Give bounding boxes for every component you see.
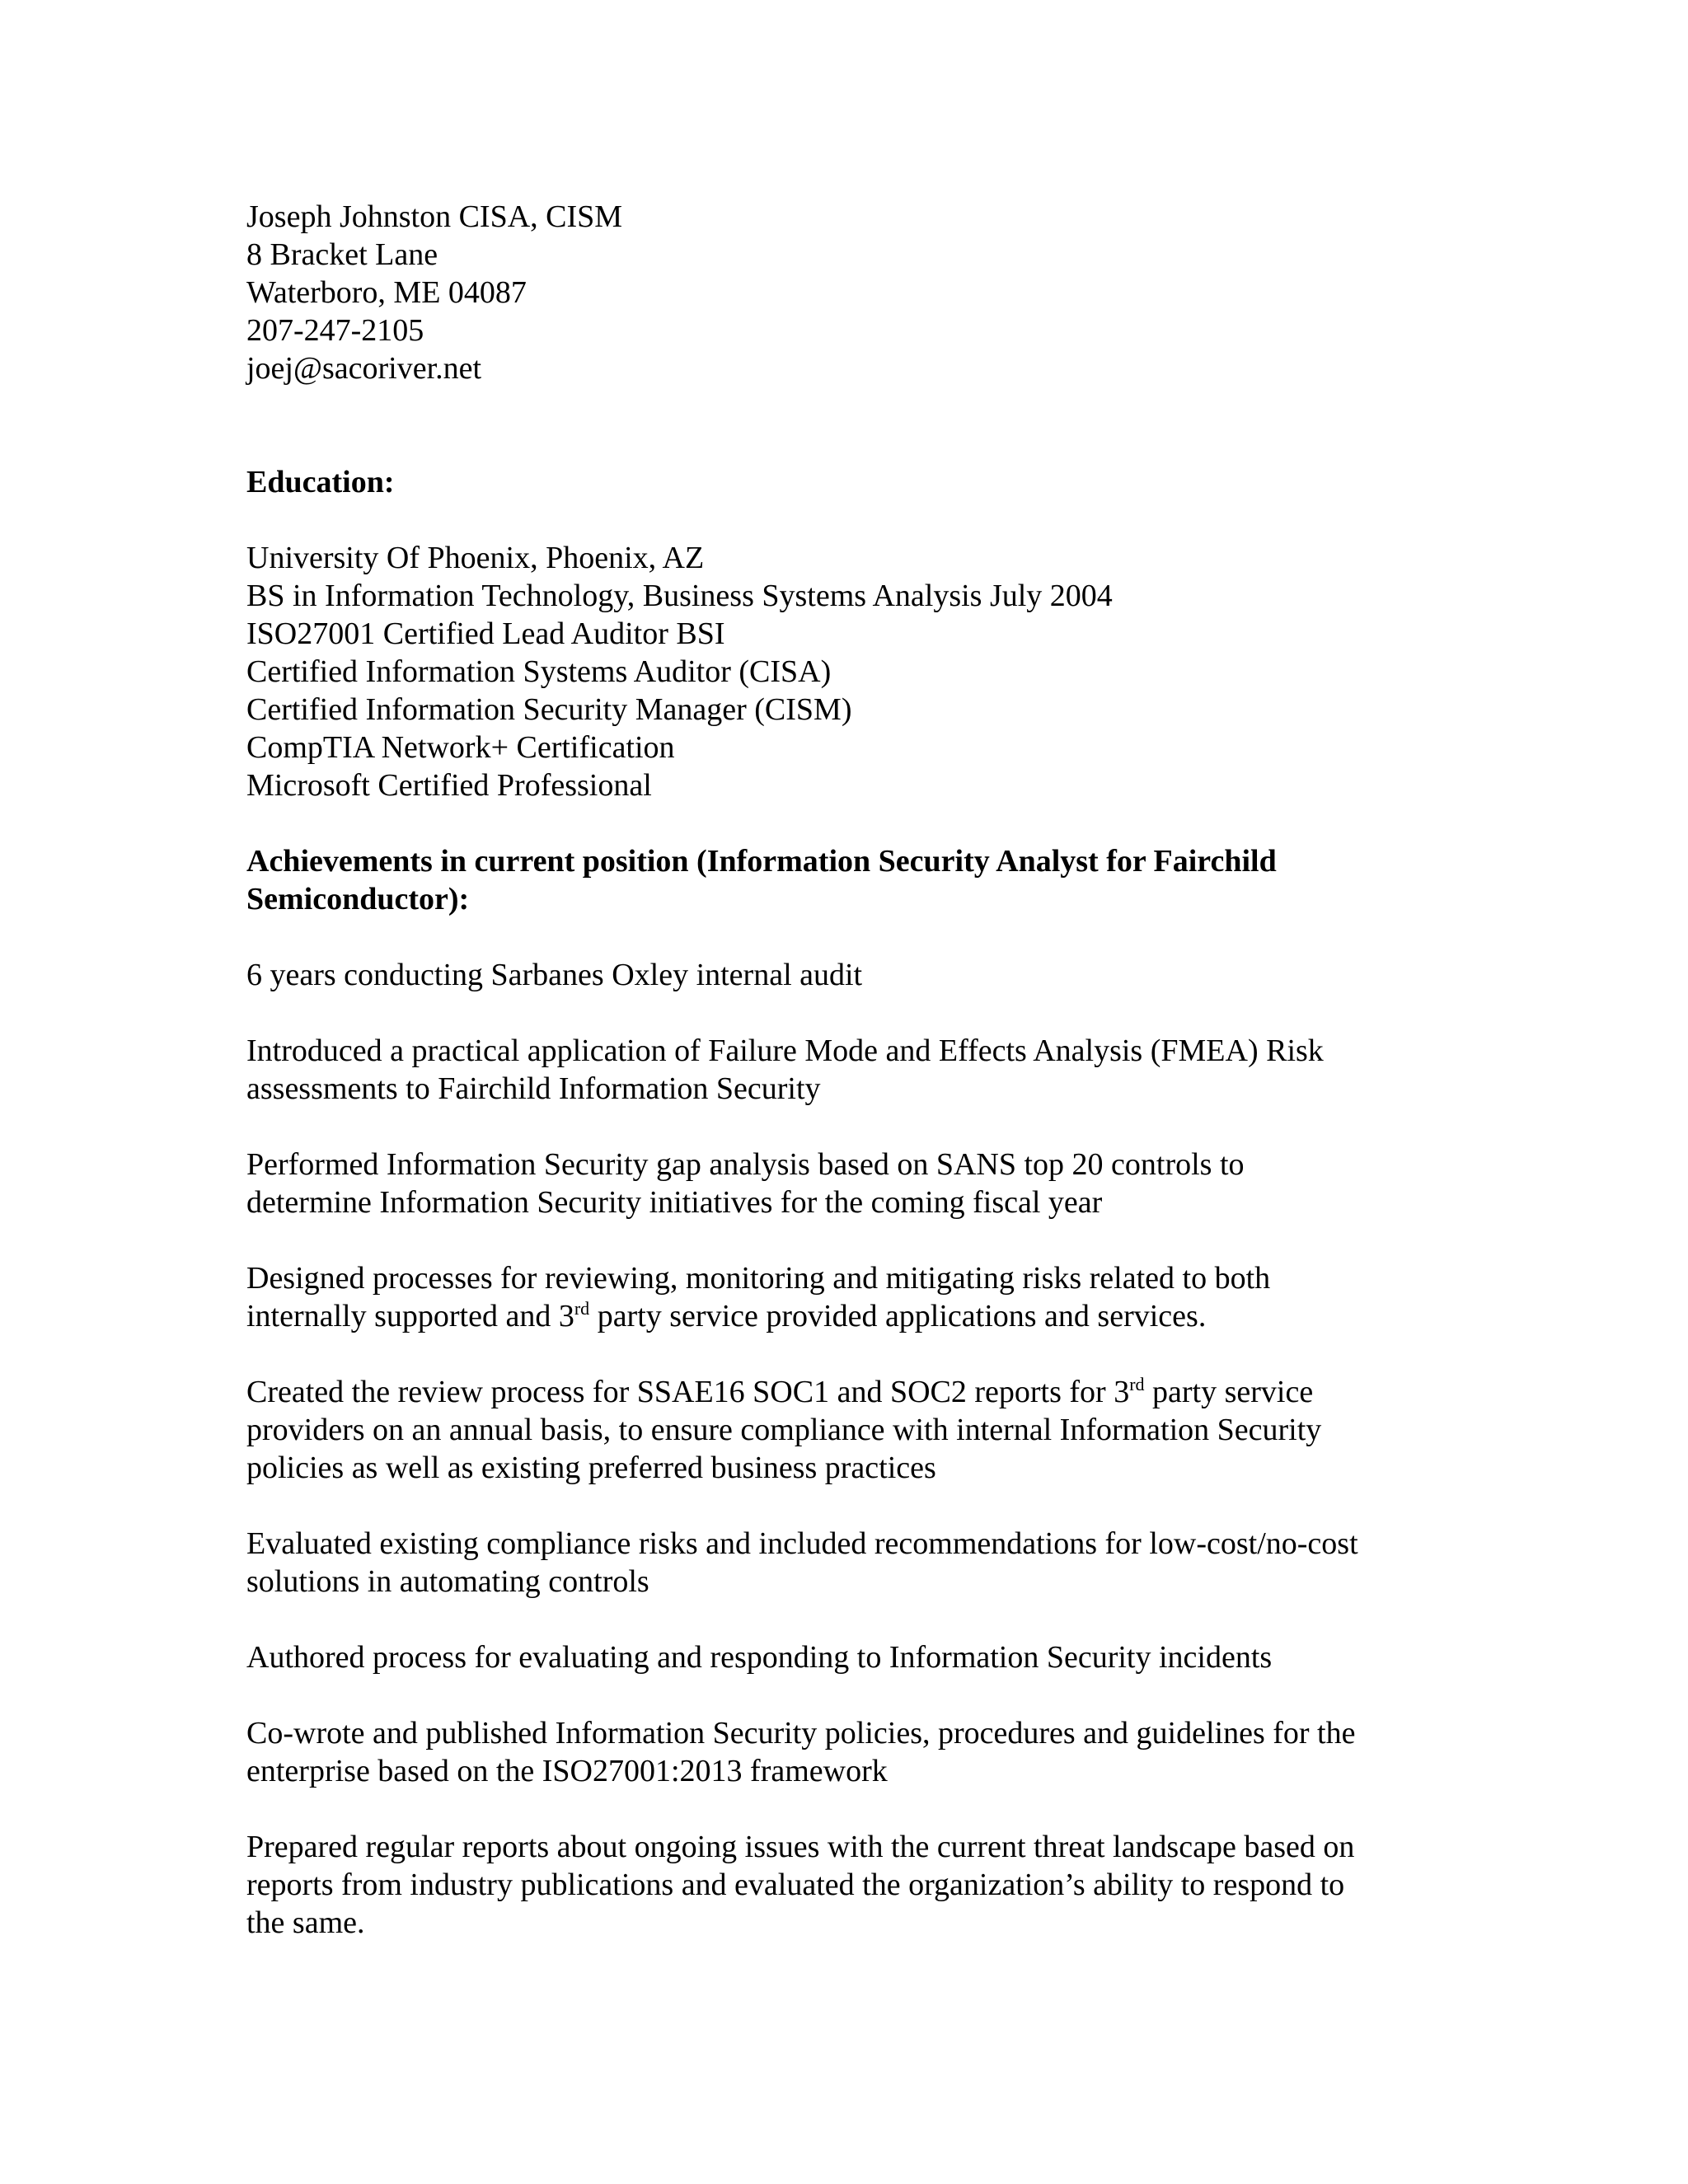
education-line: Microsoft Certified Professional	[246, 768, 652, 803]
achievement-line: policies as well as existing preferred business practices	[246, 1451, 936, 1485]
education-heading: Education:	[246, 465, 395, 499]
ordinal-superscript: rd	[574, 1298, 590, 1319]
contact-block	[246, 198, 1433, 387]
achievement-line: assessments to Fairchild Information Security	[246, 1071, 821, 1106]
contact-city-state-zip: Waterboro, ME 04087	[246, 275, 527, 310]
achievement-text: internally supported and 3	[246, 1299, 574, 1333]
education-line: BS in Information Technology, Business Systems Analysis July 2004	[246, 579, 1113, 613]
achievement-line: solutions in automating controls	[246, 1564, 649, 1599]
contact-email: joej@sacoriver.net	[246, 351, 482, 386]
achievement-line	[246, 1373, 1433, 1411]
achievement-text: party service provided applications and services.	[589, 1299, 1207, 1333]
achievement-item	[246, 956, 1433, 994]
achievement-line	[246, 1297, 1433, 1335]
education-line: Certified Information Security Manager (CISM)	[246, 692, 852, 727]
achievement-item	[246, 1828, 1433, 1942]
achievement-line: enterprise based on the ISO27001:2013 framework	[246, 1754, 888, 1788]
achievement-line: Evaluated existing compliance risks and included recommendations for low-cost/no-cost	[246, 1526, 1358, 1561]
achievement-text: party service	[1144, 1375, 1314, 1409]
contact-name: Joseph Johnston CISA, CISM	[246, 199, 623, 234]
achievement-line: providers on an annual basis, to ensure compliance with internal Information Security	[246, 1413, 1322, 1447]
achievement-line: determine Information Security initiatives for the coming fiscal year	[246, 1185, 1103, 1220]
education-line: CompTIA Network+ Certification	[246, 730, 675, 765]
achievement-text: Created the review process for SSAE16 SOC1 and SOC2 reports for 3	[246, 1375, 1130, 1409]
achievement-item	[246, 1259, 1433, 1335]
education-section	[246, 463, 1433, 804]
education-line: University Of Phoenix, Phoenix, AZ	[246, 541, 705, 575]
achievements-section	[246, 842, 1433, 1942]
achievement-item	[246, 1714, 1433, 1790]
achievement-line: Authored process for evaluating and responding to Information Security incidents	[246, 1640, 1273, 1675]
achievement-line: Prepared regular reports about ongoing issues with the current threat landscape based on	[246, 1830, 1355, 1864]
achievement-line: the same.	[246, 1905, 365, 1940]
achievement-line: Designed processes for reviewing, monitoring and mitigating risks related to both	[246, 1261, 1271, 1296]
achievement-item	[246, 1146, 1433, 1221]
achievement-item	[246, 1373, 1433, 1487]
contact-street: 8 Bracket Lane	[246, 237, 438, 272]
achievement-line: reports from industry publications and evaluated the organization’s ability to respond to	[246, 1868, 1345, 1902]
achievements-heading-line2: Semiconductor):	[246, 882, 470, 916]
achievements-heading-line1: Achievements in current position (Information Security Analyst for Fairchild	[246, 844, 1277, 879]
resume-content	[246, 198, 1433, 1942]
contact-phone: 207-247-2105	[246, 313, 424, 348]
achievement-item	[246, 1032, 1433, 1108]
achievement-line: 6 years conducting Sarbanes Oxley internal audit	[246, 958, 863, 992]
education-line: Certified Information Systems Auditor (CISA)	[246, 654, 832, 689]
achievement-line: Performed Information Security gap analysis based on SANS top 20 controls to	[246, 1147, 1245, 1182]
achievement-line: Co-wrote and published Information Security policies, procedures and guidelines for the	[246, 1716, 1356, 1750]
achievement-item	[246, 1525, 1433, 1601]
education-line: ISO27001 Certified Lead Auditor BSI	[246, 616, 725, 651]
achievement-item	[246, 1638, 1433, 1676]
achievement-line: Introduced a practical application of Failure Mode and Effects Analysis (FMEA) Risk	[246, 1033, 1324, 1068]
ordinal-superscript: rd	[1129, 1374, 1145, 1394]
